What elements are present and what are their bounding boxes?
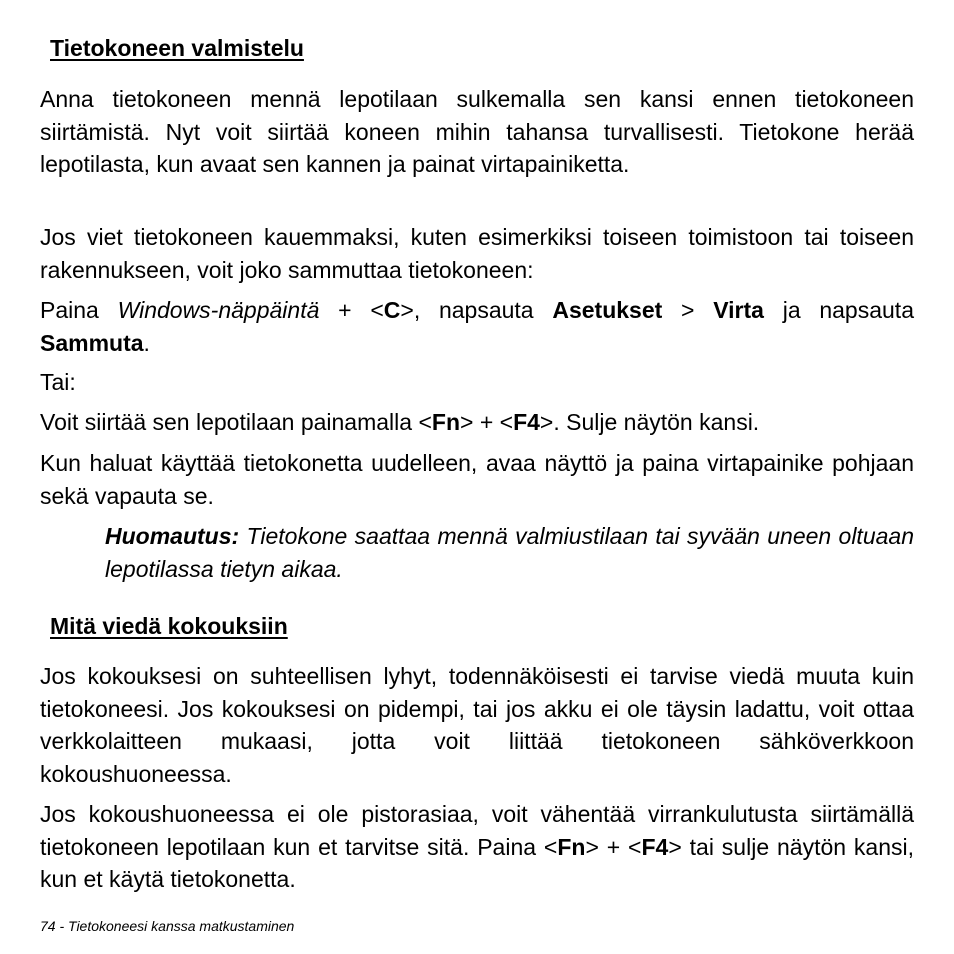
key-f4: F4	[641, 833, 669, 860]
paragraph-sleep-before-moving: Anna tietokoneen mennä lepotilaan sulkemalla sen kansi ennen tietokoneen siirtämistä. Nyt voit siirtää koneen mihin tahansa turvallisesti. Tietokone herää lepotilasta, kun avaat sen kannen ja painat virtapainiketta.	[40, 86, 914, 177]
section-heading-preparing-computer: Tietokoneen valmistelu	[50, 35, 304, 61]
paragraph-sleep-shortcut: Voit siirtää sen lepotilaan painamalla <Fn> + <F4>. Sulje näytön kansi.	[40, 409, 760, 435]
section-heading-what-to-bring: Mitä viedä kokouksiin	[50, 613, 288, 639]
key-fn: Fn	[431, 409, 460, 435]
key-f4: F4	[513, 409, 540, 435]
settings-label: Asetukset	[552, 297, 663, 323]
note-label: Huomautus:	[105, 523, 240, 549]
paragraph-shutdown-instructions: Paina Windows-näppäintä + <C>, napsauta Asetukset > Virta ja napsauta Sammuta.	[40, 297, 914, 356]
paragraph-short-meeting: Jos kokouksesi on suhteellisen lyhyt, todennäköisesti ei tarvise viedä muuta kuin tietokoneesi. Jos kokouksesi on pidempi, tai jos akku ei ole täysin ladattu, voit ottaa verkkolaitteen mukaasi, jotta voit liittää tietokoneen sähköverkkoon kokoushuoneessa.	[40, 663, 914, 787]
key-fn: Fn	[557, 833, 586, 860]
note-standby: Huomautus: Tietokone saattaa mennä valmiustilaan tai syvään uneen oltuaan lepotilassa tietyn aikaa.	[105, 523, 914, 582]
shutdown-label: Sammuta	[40, 329, 144, 356]
paragraph-no-outlet: Jos kokoushuoneessa ei ole pistorasiaa, voit vähentää virrankulutusta siirtämällä tietokoneen lepotilaan kun et tarvitse sitä. Paina <Fn> + <F4> tai sulje näytön kansi, kun et käytä tietokonetta.	[40, 801, 914, 892]
paragraph-or: Tai:	[40, 369, 76, 395]
power-label: Virta	[713, 297, 764, 323]
windows-key-label: Windows-näppäintä	[117, 297, 320, 323]
page-footer: 74 - Tietokoneesi kanssa matkustaminen	[40, 918, 295, 934]
key-c: C	[383, 297, 401, 323]
paragraph-resume-use: Kun haluat käyttää tietokonetta uudelleen, avaa näyttö ja paina virtapainike pohjaan sekä vapauta se.	[40, 450, 914, 509]
paragraph-moving-farther: Jos viet tietokoneen kauemmaksi, kuten esimerkiksi toiseen toimistoon tai toiseen rakennukseen, voit joko sammuttaa tietokoneen:	[40, 224, 914, 283]
